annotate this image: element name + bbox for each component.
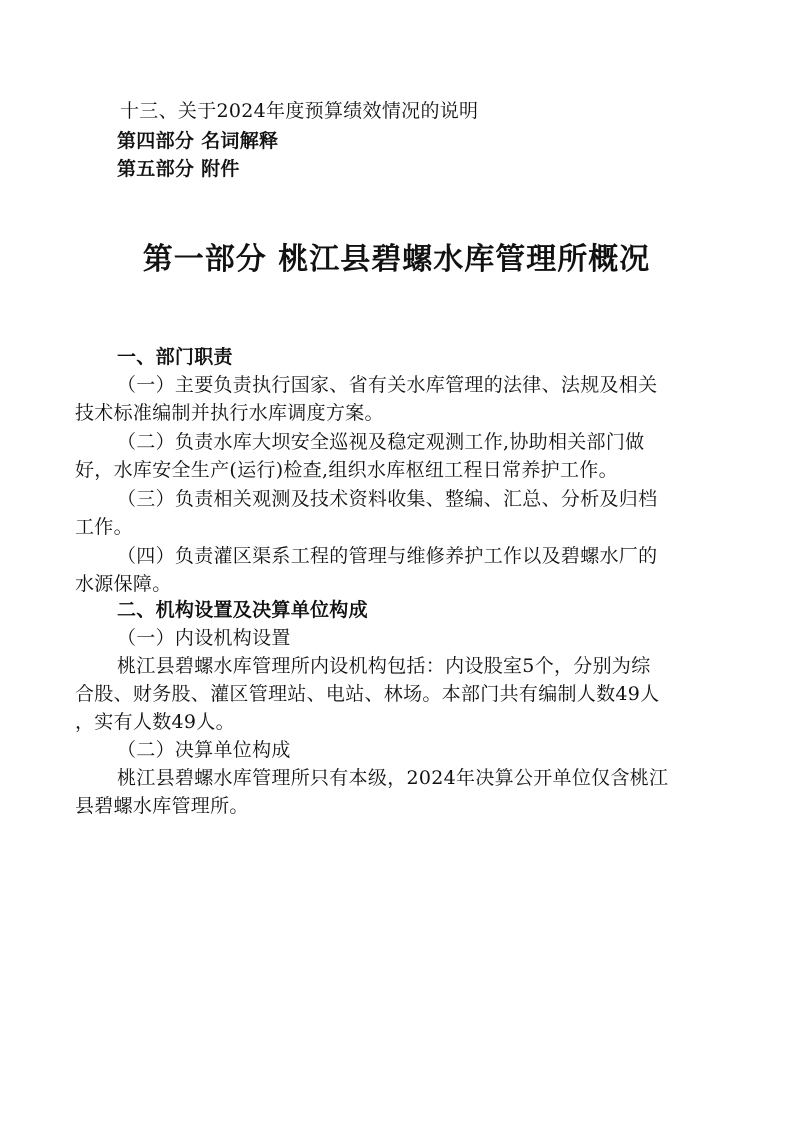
structure-heading: 二、机构设置及决算单位构成 [117,599,368,621]
structure-sub-2: （二）决算单位构成 [117,739,291,761]
duty-item-1-line-2: 技术标准编制并执行水库调度方案。 [75,402,384,424]
duty-item-2-line-2: 好，水库安全生产(运行)检查,组织水库枢纽工程日常养护工作。 [75,459,618,481]
structure-sub-2-line-1: 桃江县碧螺水库管理所只有本级，2024年决算公开单位仅含桃江 [117,767,669,789]
toc-part-4: 第四部分 名词解释 [117,130,279,152]
structure-sub-1-line-1: 桃江县碧螺水库管理所内设机构包括：内设股室5个，分别为综 [117,655,651,677]
duty-item-1-line-1: （一）主要负责执行国家、省有关水库管理的法律、法规及相关 [117,374,658,396]
toc-part-5: 第五部分 附件 [117,158,240,180]
duty-item-2-line-1: （二）负责水库大坝安全巡视及稳定观测工作,协助相关部门做 [117,431,645,453]
structure-sub-1-line-3: ，实有人数49人。 [75,711,235,733]
duty-item-3-line-2: 工作。 [75,516,133,538]
structure-sub-1-line-2: 合股、财务股、灌区管理站、电站、林场。本部门共有编制人数49人 [75,683,660,705]
structure-sub-2-line-2: 县碧螺水库管理所。 [75,795,249,817]
duty-item-4-line-2: 水源保障。 [75,573,172,595]
duties-heading: 一、部门职责 [117,346,233,368]
duty-item-4-line-1: （四）负责灌区渠系工程的管理与维修养护工作以及碧螺水厂的 [117,545,658,567]
section-title: 第一部分 桃江县碧螺水库管理所概况 [142,242,651,277]
toc-item-13: 十三、关于2024年度预算绩效情况的说明 [120,100,479,122]
structure-sub-1: （一）内设机构设置 [117,627,291,649]
duty-item-3-line-1: （三）负责相关观测及技术资料收集、整编、汇总、分析及归档 [117,488,658,510]
